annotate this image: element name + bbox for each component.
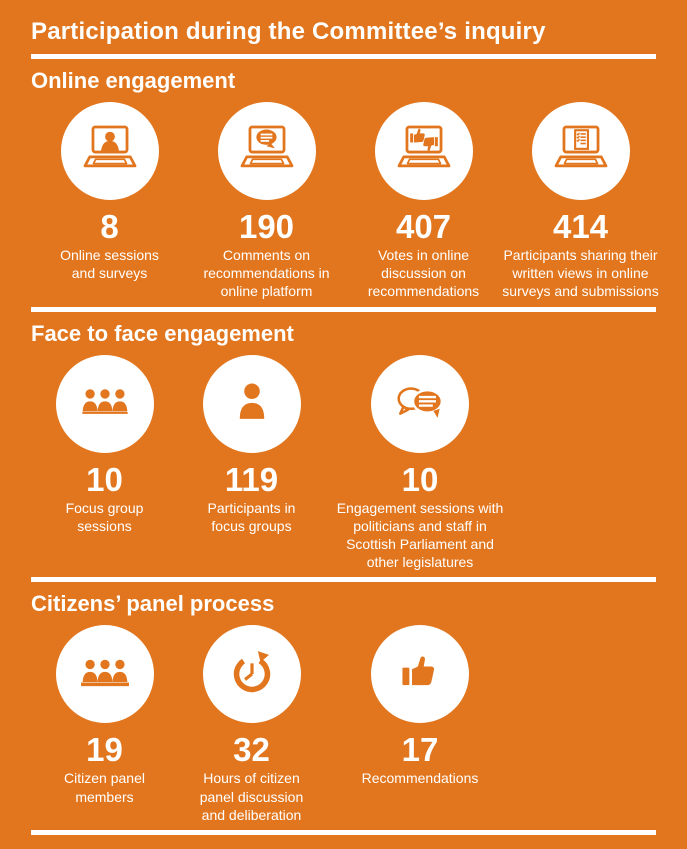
section-divider [31, 577, 656, 582]
stat-value: 19 [86, 731, 123, 769]
stat-circle [218, 102, 316, 200]
section-heading-face-to-face: Face to face engagement [31, 320, 294, 346]
stat-circle [61, 102, 159, 200]
stat-value: 10 [86, 460, 123, 498]
stat-circle [203, 355, 301, 453]
stat-circle [371, 355, 469, 453]
stat-focus-group-participants [178, 355, 325, 535]
clock-arrow-icon [219, 641, 285, 707]
stat-focus-group-sessions [31, 355, 178, 535]
stat-label: Comments on recommendations in online platform [203, 247, 330, 300]
stat-label: Participants in focus groups [207, 499, 296, 534]
stat-value: 10 [401, 460, 439, 498]
stat-circle [375, 102, 473, 200]
online-engagement-stats-row [31, 102, 659, 301]
stat-value: 407 [395, 208, 452, 245]
stat-label: Recommendations [361, 770, 479, 787]
stat-recommendations [325, 625, 515, 787]
thumbs-up-icon [387, 641, 453, 707]
title-divider [31, 54, 656, 59]
laptop-person-icon [77, 118, 143, 184]
stat-label: Citizen panel members [64, 770, 145, 805]
panel-members-icon [72, 641, 138, 707]
people-group-icon [72, 371, 138, 437]
stat-circle [56, 355, 154, 453]
speech-bubbles-icon [387, 371, 453, 437]
laptop-thumbs-vote-icon [391, 118, 457, 184]
section-divider [31, 307, 656, 312]
stat-label: Votes in online discussion on recommendations [367, 247, 480, 300]
stat-votes [345, 102, 502, 301]
stat-circle [203, 625, 301, 723]
stat-label: Focus group sessions [65, 499, 144, 534]
stat-label: Online sessions and surveys [60, 247, 159, 282]
bottom-divider [31, 830, 656, 835]
stat-circle [56, 625, 154, 723]
stat-value: 190 [238, 208, 295, 245]
stat-value: 8 [100, 208, 119, 245]
stat-label: Hours of citizen panel discussion and deliberation [199, 770, 304, 823]
citizens-panel-stats-row [31, 625, 656, 824]
section-heading-citizens-panel: Citizens’ panel process [31, 591, 275, 617]
stat-circle [532, 102, 630, 200]
stat-value: 119 [224, 460, 279, 498]
stat-panel-members [31, 625, 178, 805]
stat-label: Participants sharing their written views in online surveys and submissions [502, 247, 659, 300]
stat-value: 414 [552, 208, 609, 245]
stat-value: 17 [401, 731, 439, 769]
stat-comments [188, 102, 345, 301]
section-heading-online-engagement: Online engagement [31, 68, 236, 93]
face-to-face-stats-row [31, 355, 656, 572]
stat-online-sessions [31, 102, 188, 282]
person-icon [219, 371, 285, 437]
stat-written-views [502, 102, 659, 301]
stat-hours-discussion [178, 625, 325, 824]
page-title: Participation during the Committee’s inquiry [31, 18, 546, 45]
stat-circle [371, 625, 469, 723]
laptop-comment-icon [234, 118, 300, 184]
laptop-checklist-icon [548, 118, 614, 184]
stat-engagement-sessions [325, 355, 515, 572]
stat-value: 32 [233, 731, 270, 769]
stat-label: Engagement sessions with politicians and staff in Scottish Parliament and other legislatures [336, 499, 504, 571]
